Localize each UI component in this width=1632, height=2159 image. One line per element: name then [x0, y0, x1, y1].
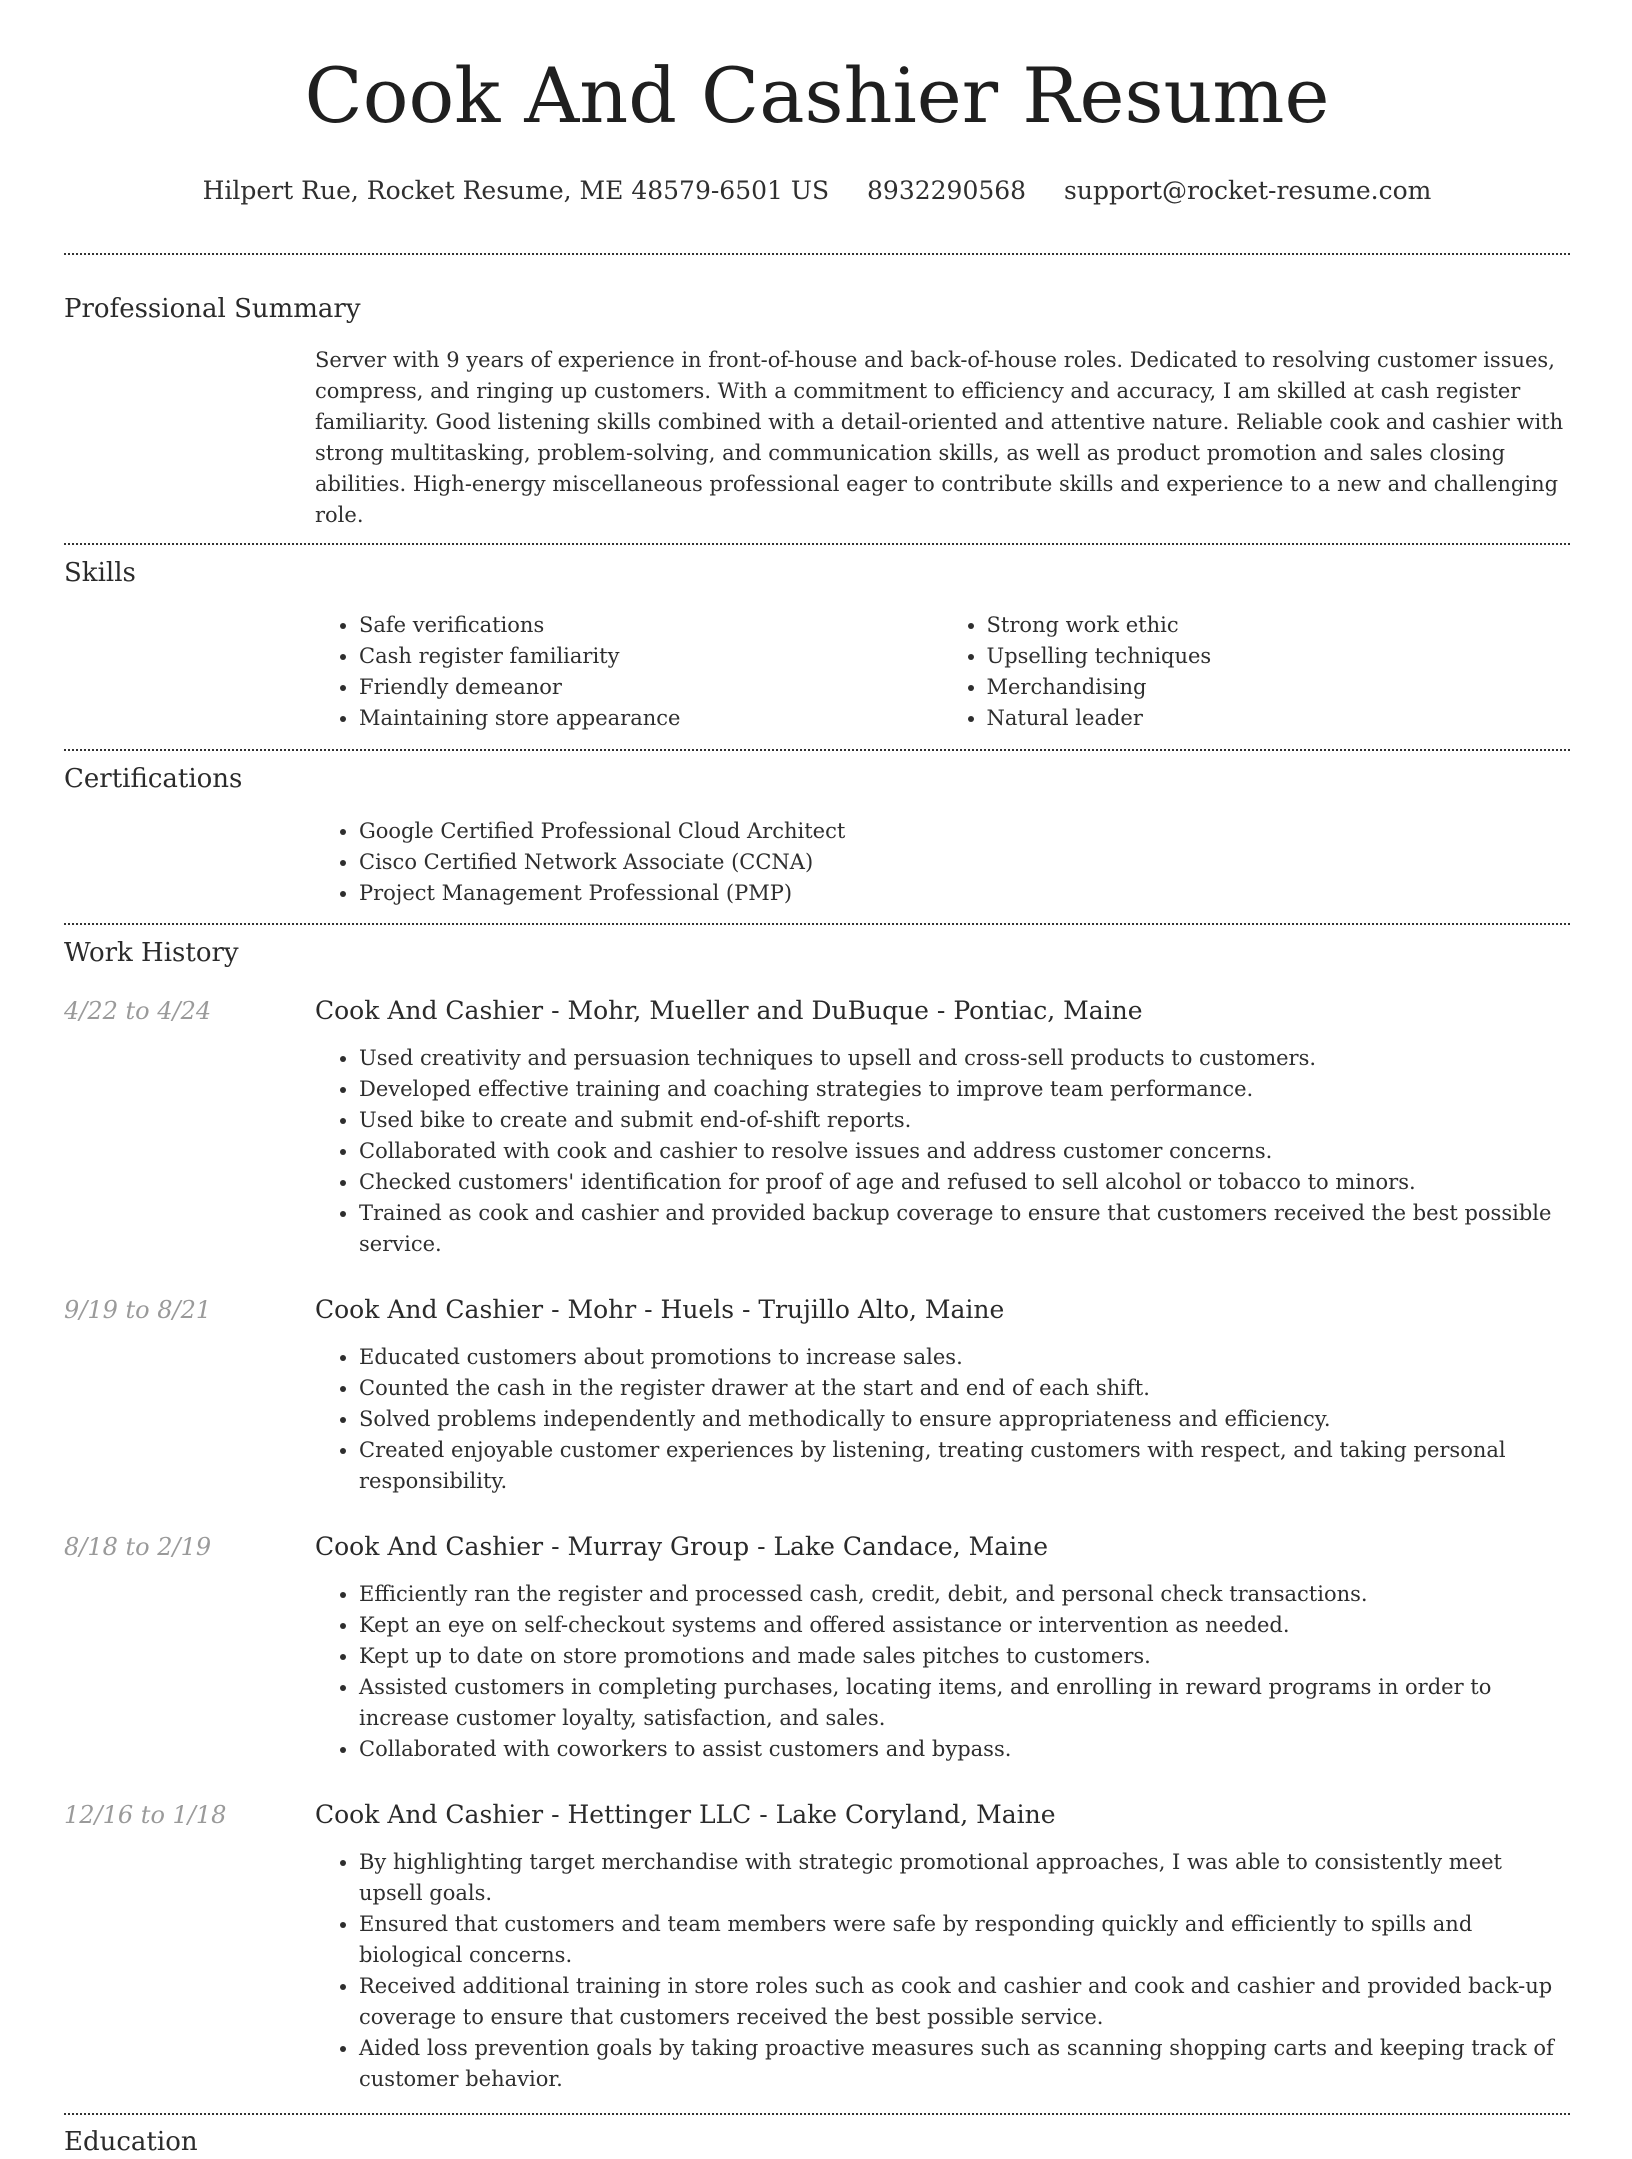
section-divider: [64, 749, 1570, 751]
education-heading: Education: [64, 2127, 198, 2157]
job-bullet: • Ensured that customers and team members were safe by responding quickly and efficiently to spills and biological concerns.: [359, 1909, 1570, 1971]
job-bullet: • Kept an eye on self-checkout systems and offered assistance or intervention as needed.: [359, 1610, 1570, 1641]
job-entry: [64, 1798, 1570, 2095]
job-title: Cook And Cashier - Murray Group - Lake Candace, Maine: [315, 1532, 1048, 1561]
summary-section: [64, 292, 1570, 531]
certification-item: • Project Management Professional (PMP): [359, 878, 1570, 909]
resume-title: Cook And Cashier Resume: [304, 51, 1330, 140]
job-entry: [64, 994, 1570, 1260]
job-title: Cook And Cashier - Mohr, Mueller and DuBuque - Pontiac, Maine: [315, 996, 1143, 1025]
job-bullet: • By highlighting target merchandise with strategic promotional approaches, I was able to consistently meet upsell goals.: [359, 1847, 1570, 1909]
skill-item: • Safe verifications: [359, 610, 943, 641]
job-bullet: • Educated customers about promotions to increase sales.: [359, 1342, 1570, 1373]
job-bullet: • Used creativity and persuasion techniques to upsell and cross-sell products to customers.: [359, 1043, 1570, 1074]
job-bullet: • Trained as cook and cashier and provided backup coverage to ensure that customers received the best possible service.: [359, 1198, 1570, 1260]
skills-column-left: [315, 610, 943, 734]
skills-list: [315, 610, 1570, 734]
job-entry: [64, 1530, 1570, 1765]
job-bullet: • Received additional training in store roles such as cook and cashier and cook and cashier and provided back-up coverage to ensure that customers received the best possible service.: [359, 1971, 1570, 2033]
job-bullet: • Checked customers' identification for proof of age and refused to sell alcohol or tobacco to minors.: [359, 1167, 1570, 1198]
job-bullets: [315, 1043, 1570, 1260]
skill-item: • Upselling techniques: [987, 641, 1571, 672]
contact-address: Hilpert Rue, Rocket Resume, ME 48579-6501 US: [202, 176, 830, 205]
job-date: 8/18 to 2/19: [64, 1533, 212, 1561]
work-history-heading: Work History: [64, 938, 239, 968]
contact-phone: 8932290568: [867, 176, 1027, 205]
section-divider: [64, 543, 1570, 545]
skills-column-right: [943, 610, 1571, 734]
job-date: 9/19 to 8/21: [64, 1296, 212, 1324]
job-bullet: • Aided loss prevention goals by taking proactive measures such as scanning shopping carts and keeping track of customer behavior.: [359, 2033, 1570, 2095]
certification-item: • Google Certified Professional Cloud Architect: [359, 816, 1570, 847]
skill-item: • Maintaining store appearance: [359, 703, 943, 734]
job-bullets: [315, 1342, 1570, 1497]
job-bullet: • Assisted customers in completing purchases, locating items, and enrolling in reward programs in order to increase customer loyalty, satisfaction, and sales.: [359, 1672, 1570, 1734]
summary-heading: Professional Summary: [64, 294, 361, 324]
job-date: 4/22 to 4/24: [64, 997, 212, 1025]
job-bullet: • Counted the cash in the register drawer at the start and end of each shift.: [359, 1373, 1570, 1404]
skill-item: • Merchandising: [987, 672, 1571, 703]
certification-item: • Cisco Certified Network Associate (CCNA): [359, 847, 1570, 878]
job-bullets: [315, 1579, 1570, 1765]
job-entry: [64, 1293, 1570, 1497]
job-bullet: • Kept up to date on store promotions and made sales pitches to customers.: [359, 1641, 1570, 1672]
job-title: Cook And Cashier - Mohr - Huels - Trujillo Alto, Maine: [315, 1295, 1005, 1324]
certifications-list: [315, 816, 1570, 909]
job-title: Cook And Cashier - Hettinger LLC - Lake Coryland, Maine: [315, 1800, 1056, 1829]
job-date: 12/16 to 1/18: [64, 1801, 227, 1829]
job-bullet: • Collaborated with coworkers to assist customers and bypass.: [359, 1734, 1570, 1765]
skills-section: [64, 556, 1570, 734]
skills-heading: Skills: [64, 558, 136, 588]
job-bullets: [315, 1847, 1570, 2095]
skill-item: • Natural leader: [987, 703, 1571, 734]
resume-page: [64, 0, 1570, 2159]
contact-email: support@rocket-resume.com: [1064, 176, 1432, 205]
contact-line: [64, 174, 1570, 208]
section-divider: [64, 2113, 1570, 2115]
certifications-section: [64, 762, 1570, 909]
skill-item: • Strong work ethic: [987, 610, 1571, 641]
summary-text: Server with 9 years of experience in front-of-house and back-of-house roles. Dedicated to resolving customer issues, compress, and ringing up customers. With a commitment to efficiency and accuracy, I am skilled at cash register familiarity. Good listening skills combined with a detail-oriented and attentive nature. Reliable cook and cashier with strong multitasking, problem-solving, and communication skills, as well as product promotion and sales closing abilities. High-energy miscellaneous professional eager to contribute skills and experience to a new and challenging role.: [315, 348, 1564, 527]
education-section: [64, 2125, 1570, 2159]
job-bullet: • Collaborated with cook and cashier to resolve issues and address customer concerns.: [359, 1136, 1570, 1167]
section-divider: [64, 253, 1570, 255]
job-bullet: • Created enjoyable customer experiences by listening, treating customers with respect, and taking personal responsibility.: [359, 1435, 1570, 1497]
work-history-section: [64, 936, 1570, 2095]
skill-item: • Friendly demeanor: [359, 672, 943, 703]
job-bullet: • Solved problems independently and methodically to ensure appropriateness and efficiency.: [359, 1404, 1570, 1435]
certifications-heading: Certifications: [64, 764, 243, 794]
job-bullet: • Efficiently ran the register and processed cash, credit, debit, and personal check transactions.: [359, 1579, 1570, 1610]
job-bullet: • Used bike to create and submit end-of-shift reports.: [359, 1105, 1570, 1136]
skill-item: • Cash register familiarity: [359, 641, 943, 672]
job-bullet: • Developed effective training and coaching strategies to improve team performance.: [359, 1074, 1570, 1105]
section-divider: [64, 923, 1570, 925]
